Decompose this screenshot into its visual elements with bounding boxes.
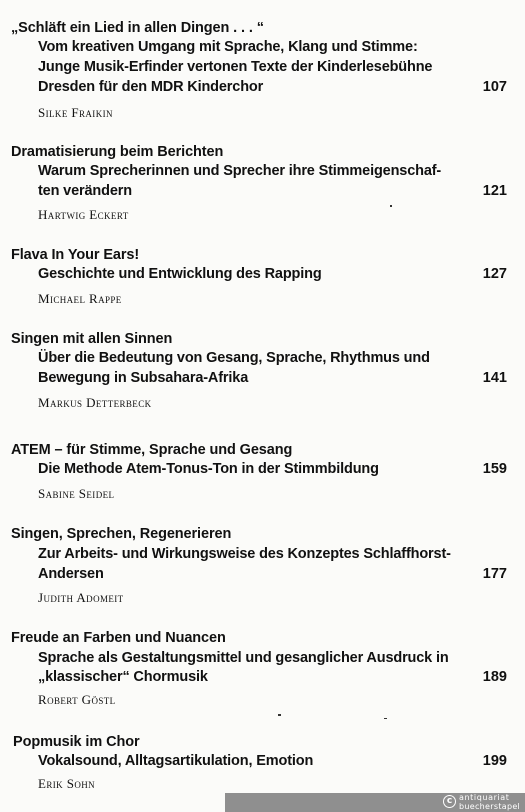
scan-speck <box>384 718 387 719</box>
entry-subtitle-line: ten verändern <box>38 183 132 199</box>
entry-page-number: 121 <box>482 183 507 199</box>
entry-subtitle-line: Vom kreativen Umgang mit Sprache, Klang und Stimme: <box>38 39 418 55</box>
entry-title: Singen mit allen Sinnen <box>11 331 173 347</box>
entry-author: Michael Rappe <box>38 291 122 306</box>
copyright-icon: c <box>443 795 456 808</box>
entry-author: Hartwig Eckert <box>38 207 129 222</box>
entry-title: Singen, Sprechen, Regenerieren <box>11 526 232 542</box>
entry-page-number: 189 <box>482 669 507 685</box>
entry-author: Robert Göstl <box>38 692 116 707</box>
entry-title: „Schläft ein Lied in allen Dingen . . . “ <box>11 20 264 36</box>
entry-page-number: 199 <box>482 753 507 769</box>
entry-subtitle-line: Vokalsound, Alltagsartikulation, Emotion <box>38 753 314 769</box>
entry-title: Flava In Your Ears! <box>11 247 140 263</box>
entry-author: Markus Detterbeck <box>38 395 152 410</box>
entry-title: Popmusik im Chor <box>13 734 140 750</box>
entry-page-number: 177 <box>482 566 507 582</box>
scan-speck <box>390 205 392 207</box>
entry-subtitle-line: Junge Musik-Erfinder vertonen Texte der Kinderlesebühne <box>38 59 433 75</box>
entry-subtitle-line: „klassischer“ Chormusik <box>38 669 208 685</box>
entry-subtitle-line: Warum Sprecherinnen und Sprecher ihre Stimmeigenschaf- <box>38 163 442 179</box>
entry-page-number: 141 <box>482 370 507 386</box>
entry-author: Judith Adomeit <box>38 590 124 605</box>
entry-title: ATEM – für Stimme, Sprache und Gesang <box>11 442 293 458</box>
entry-subtitle-line: Andersen <box>38 566 104 582</box>
entry-page-number: 159 <box>482 461 507 477</box>
watermark-band <box>225 793 525 812</box>
scan-speck <box>278 714 281 716</box>
entry-page-number: 107 <box>482 79 507 95</box>
entry-page-number: 127 <box>482 266 507 282</box>
watermark-line-1: antiquariat <box>459 793 510 802</box>
entry-author: Erik Sohn <box>38 776 96 791</box>
entry-subtitle-line: Geschichte und Entwicklung des Rapping <box>38 266 322 282</box>
entry-author: Sabine Seidel <box>38 486 115 501</box>
entry-subtitle-line: Dresden für den MDR Kinderchor <box>38 79 264 95</box>
entry-subtitle-line: Sprache als Gestaltungsmittel und gesanglicher Ausdruck in <box>38 650 449 666</box>
entry-subtitle-line: Die Methode Atem-Tonus-Ton in der Stimmbildung <box>38 461 379 477</box>
watermark-logo <box>443 793 525 812</box>
watermark-line-2: buecherstapel <box>459 802 521 811</box>
entry-title: Dramatisierung beim Berichten <box>11 144 224 160</box>
entry-subtitle-line: Über die Bedeutung von Gesang, Sprache, Rhythmus und <box>38 350 430 366</box>
entry-subtitle-line: Bewegung in Subsahara-Afrika <box>38 370 249 386</box>
entry-subtitle-line: Zur Arbeits- und Wirkungsweise des Konzeptes Schlaffhorst- <box>38 546 451 562</box>
entry-author: Silke Fraikin <box>38 105 113 120</box>
entry-title: Freude an Farben und Nuancen <box>11 630 226 646</box>
